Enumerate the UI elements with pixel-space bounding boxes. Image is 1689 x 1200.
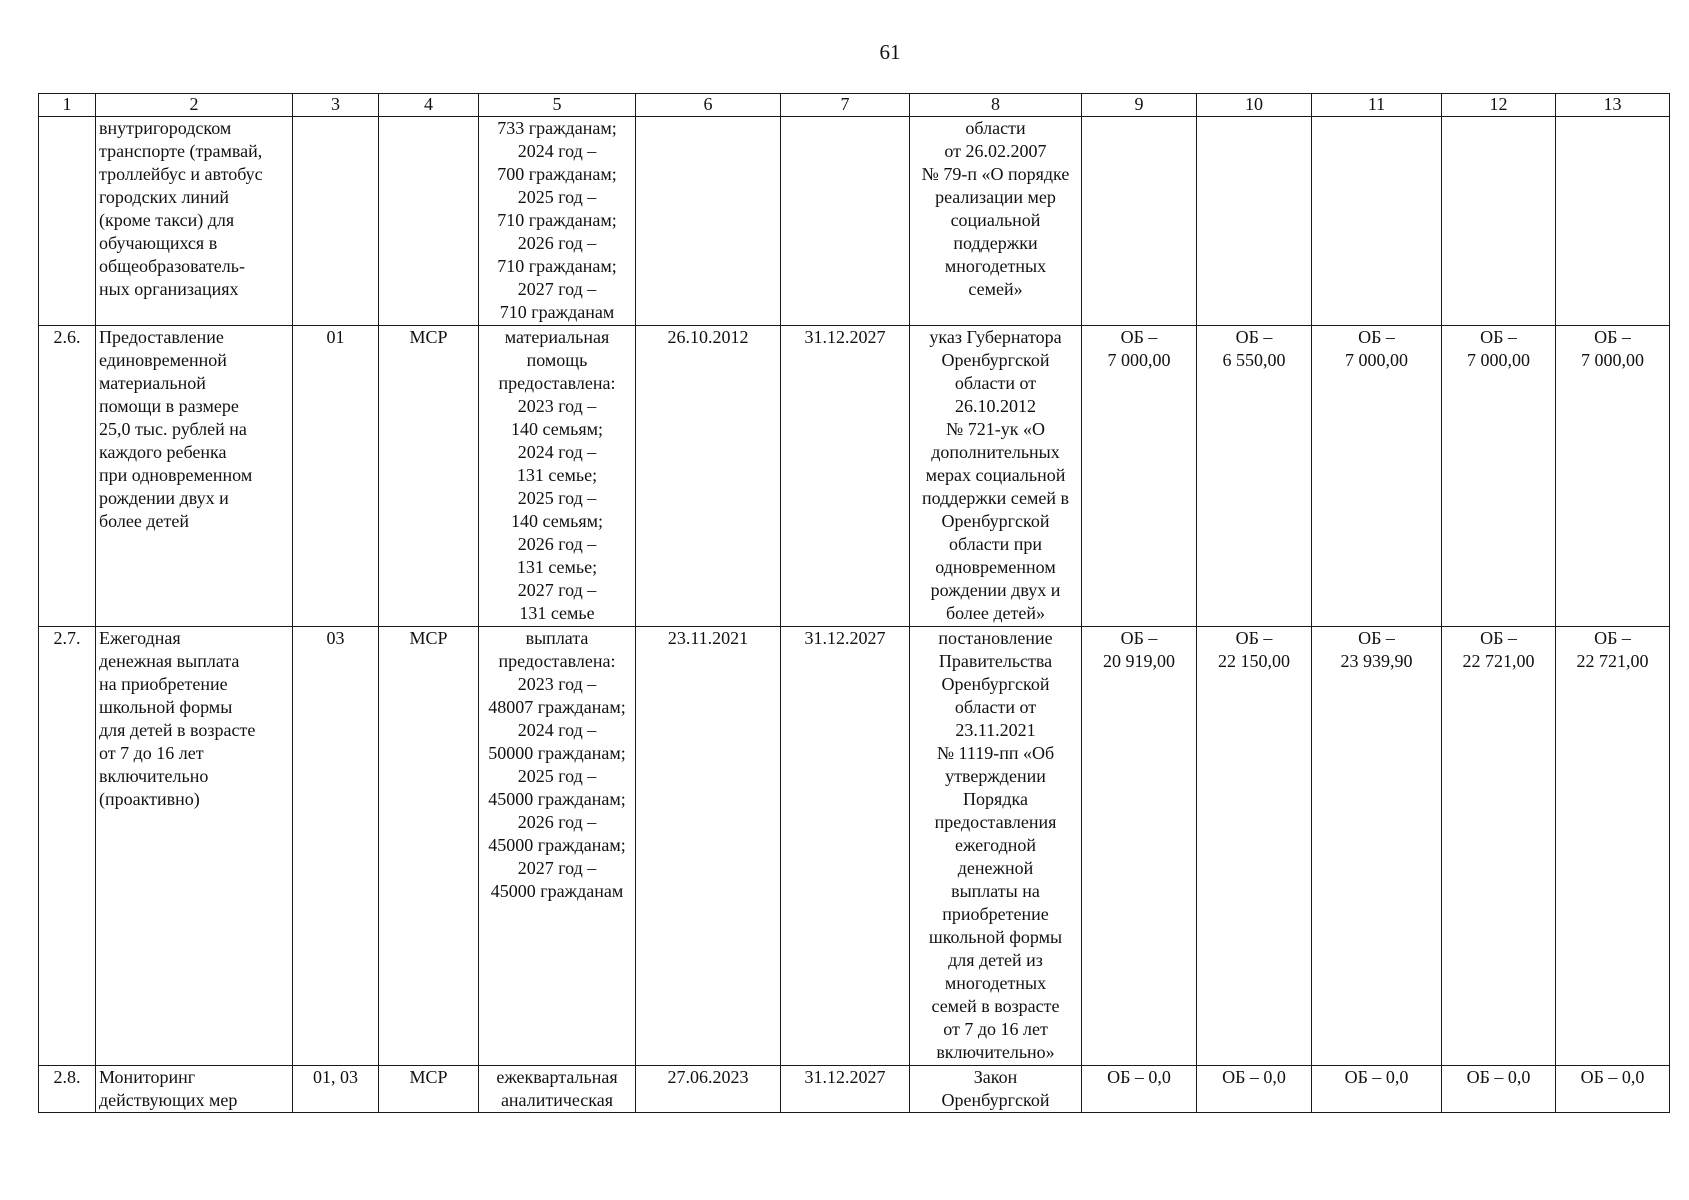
- cell-text-line: 710 гражданам;: [497, 210, 617, 230]
- cell-start-date: 26.10.2012: [636, 326, 781, 627]
- cell-text-line: выплаты на: [951, 881, 1040, 901]
- cell-name: [96, 326, 293, 627]
- cell-executor: МСР: [379, 627, 479, 1066]
- cell-text-line: от 26.02.2007: [944, 141, 1047, 161]
- cell-text-line: ОБ –: [1120, 628, 1158, 648]
- cell-name: [96, 1066, 293, 1113]
- cell-text-line: 6 550,00: [1222, 350, 1286, 370]
- cell-text-line: 45000 гражданам: [490, 881, 624, 901]
- cell-text-line: социальной: [950, 210, 1041, 230]
- cell-text-line: от 7 до 16 лет: [99, 743, 204, 763]
- cell-text-line: на приобретение: [99, 674, 228, 694]
- table-row: [39, 117, 1670, 326]
- cell-code: 01: [293, 326, 379, 627]
- cell-text-line: Правительства: [938, 651, 1053, 671]
- cell-finance-13: [1556, 326, 1670, 627]
- cell-text-line: включительно»: [936, 1042, 1055, 1062]
- cell-text-line: единовременной: [99, 350, 227, 370]
- cell-text-line: 2027 год –: [517, 580, 597, 600]
- cell-text-line: 20 919,00: [1103, 651, 1175, 671]
- cell-text-line: ОБ – 0,0: [1466, 1067, 1531, 1087]
- cell-text-line: включительно: [99, 766, 209, 786]
- column-header: 12: [1442, 94, 1556, 117]
- cell-text-line: 22 150,00: [1218, 651, 1290, 671]
- cell-text-line: 2026 год –: [517, 534, 597, 554]
- cell-text-line: 140 семьям;: [511, 419, 603, 439]
- cell-finance-12: [1442, 1066, 1556, 1113]
- cell-text-line: постановление: [938, 628, 1053, 648]
- column-header: 2: [96, 94, 293, 117]
- cell-code: [293, 117, 379, 326]
- cell-text-line: аналитическая: [500, 1090, 614, 1110]
- cell-text-line: указ Губернатора: [929, 327, 1062, 347]
- cell-text-line: ОБ –: [1480, 327, 1517, 347]
- cell-text-line: действующих мер: [99, 1090, 238, 1110]
- cell-text-line: 2024 год –: [517, 442, 597, 462]
- cell-text-line: Оренбургской: [941, 350, 1050, 370]
- cell-text-line: 2025 год –: [517, 488, 597, 508]
- cell-text-line: для детей из: [948, 950, 1043, 970]
- cell-text-line: ОБ –: [1594, 327, 1631, 347]
- cell-text-line: 2027 год –: [517, 858, 597, 878]
- cell-finance-12: [1442, 117, 1556, 326]
- cell-text-line: Порядка: [963, 789, 1028, 809]
- cell-text-line: Оренбургской: [941, 1090, 1050, 1110]
- cell-text-line: более детей»: [945, 603, 1046, 623]
- cell-text-line: № 1119-пп «Об: [936, 743, 1055, 763]
- cell-text-line: рождении двух и: [99, 488, 229, 508]
- table-row: [39, 1066, 1670, 1113]
- cell-indicator: [479, 117, 636, 326]
- cell-text-line: денежной: [957, 858, 1034, 878]
- cell-text-line: многодетных: [944, 256, 1047, 276]
- cell-text-line: поддержки: [953, 233, 1038, 253]
- cell-text-line: дополнительных: [931, 442, 1060, 462]
- cell-end-date: [781, 117, 910, 326]
- cell-text-line: 22 721,00: [1462, 651, 1535, 671]
- cell-text-line: материальной: [99, 373, 206, 393]
- cell-finance-12: [1442, 627, 1556, 1066]
- cell-indicator: [479, 627, 636, 1066]
- header-row: [39, 94, 1670, 117]
- cell-text-line: 22 721,00: [1576, 651, 1649, 671]
- cell-basis: [910, 326, 1082, 627]
- column-header: 5: [479, 94, 636, 117]
- cell-text-line: ОБ –: [1480, 628, 1517, 648]
- cell-text-line: 23 939,90: [1340, 651, 1413, 671]
- cell-name: [96, 117, 293, 326]
- cell-text-line: предоставлена:: [498, 373, 616, 393]
- cell-text-line: 26.10.2012: [955, 396, 1036, 416]
- cell-text-line: 2023 год –: [517, 396, 597, 416]
- cell-text-line: № 79-п «О порядке: [921, 164, 1070, 184]
- cell-executor: МСР: [379, 326, 479, 627]
- cell-text-line: 48007 гражданам;: [488, 697, 626, 717]
- column-header: 9: [1082, 94, 1197, 117]
- cell-end-date: 31.12.2027: [781, 326, 910, 627]
- cell-text-line: каждого ребенка: [99, 442, 227, 462]
- cell-num: 2.6.: [39, 326, 96, 627]
- cell-start-date: 23.11.2021: [636, 627, 781, 1066]
- cell-text-line: поддержки семей в: [922, 488, 1069, 508]
- cell-num: [39, 117, 96, 326]
- cell-text-line: 140 семьям;: [511, 511, 603, 531]
- column-header: 4: [379, 94, 479, 117]
- cell-text-line: ОБ – 0,0: [1222, 1067, 1286, 1087]
- cell-text-line: 131 семье: [519, 603, 595, 623]
- cell-text-line: помощь: [526, 350, 588, 370]
- cell-text-line: 131 семье;: [516, 557, 598, 577]
- cell-text-line: (проактивно): [99, 789, 200, 809]
- cell-finance-9: [1082, 1066, 1197, 1113]
- cell-start-date: [636, 117, 781, 326]
- cell-text-line: утверждении: [945, 766, 1046, 786]
- cell-text-line: 2024 год –: [517, 141, 597, 161]
- cell-text-line: Мониторинг: [99, 1067, 196, 1087]
- table-row: [39, 326, 1670, 627]
- cell-text-line: Ежегодная: [99, 628, 181, 648]
- cell-executor: [379, 117, 479, 326]
- cell-num: 2.8.: [39, 1066, 96, 1113]
- cell-text-line: денежная выплата: [99, 651, 240, 671]
- page-number: 61: [879, 40, 901, 64]
- cell-text-line: внутригородском: [99, 118, 232, 138]
- cell-text-line: 7 000,00: [1467, 350, 1530, 370]
- cell-text-line: ОБ –: [1358, 327, 1395, 347]
- cell-finance-11: [1312, 117, 1442, 326]
- cell-text-line: 710 гражданам;: [497, 256, 617, 276]
- cell-text-line: приобретение: [942, 904, 1049, 924]
- cell-text-line: одновременном: [935, 557, 1056, 577]
- cell-finance-11: [1312, 627, 1442, 1066]
- cell-indicator: [479, 326, 636, 627]
- cell-text-line: 7 000,00: [1107, 350, 1171, 370]
- cell-text-line: ОБ – 0,0: [1580, 1067, 1645, 1087]
- column-header: 1: [39, 94, 96, 117]
- cell-text-line: Оренбургской: [941, 674, 1050, 694]
- cell-finance-13: [1556, 1066, 1670, 1113]
- cell-text-line: 45000 гражданам;: [488, 789, 626, 809]
- cell-text-line: ОБ –: [1120, 327, 1158, 347]
- cell-finance-12: [1442, 326, 1556, 627]
- cell-text-line: области от: [954, 697, 1037, 717]
- cell-text-line: транспорте (трамвай,: [99, 141, 263, 161]
- cell-finance-9: [1082, 326, 1197, 627]
- cell-text-line: ОБ –: [1235, 327, 1273, 347]
- cell-indicator: [479, 1066, 636, 1113]
- cell-finance-11: [1312, 1066, 1442, 1113]
- cell-text-line: помощи в размере: [99, 396, 239, 416]
- cell-text-line: предоставлена:: [498, 651, 616, 671]
- cell-finance-10: [1197, 117, 1312, 326]
- measures-table: [38, 93, 1670, 1113]
- cell-finance-10: [1197, 326, 1312, 627]
- cell-text-line: Закон: [973, 1067, 1018, 1087]
- cell-text-line: 2023 год –: [517, 674, 597, 694]
- cell-text-line: 733 гражданам;: [497, 118, 617, 138]
- cell-text-line: области: [965, 118, 1026, 138]
- cell-finance-9: [1082, 117, 1197, 326]
- cell-text-line: городских линий: [99, 187, 229, 207]
- column-header: 10: [1197, 94, 1312, 117]
- cell-text-line: рождении двух и: [930, 580, 1061, 600]
- table-row: [39, 627, 1670, 1066]
- cell-text-line: ОБ –: [1235, 628, 1273, 648]
- cell-text-line: ОБ –: [1594, 628, 1631, 648]
- cell-text-line: ОБ – 0,0: [1344, 1067, 1409, 1087]
- cell-text-line: (кроме такси) для: [99, 210, 235, 230]
- column-header: 8: [910, 94, 1082, 117]
- cell-text-line: 25,0 тыс. рублей на: [99, 419, 247, 439]
- cell-text-line: троллейбус и автобус: [99, 164, 263, 184]
- cell-text-line: от 7 до 16 лет: [943, 1019, 1048, 1039]
- cell-text-line: более детей: [99, 511, 190, 531]
- cell-text-line: 131 семье;: [516, 465, 598, 485]
- cell-text-line: выплата: [525, 628, 589, 648]
- cell-name: [96, 627, 293, 1066]
- cell-text-line: ных организациях: [99, 279, 239, 299]
- cell-text-line: 45000 гражданам;: [488, 835, 626, 855]
- cell-text-line: реализации мер: [935, 187, 1056, 207]
- cell-text-line: 700 гражданам;: [497, 164, 617, 184]
- cell-end-date: 31.12.2027: [781, 627, 910, 1066]
- cell-finance-10: [1197, 627, 1312, 1066]
- cell-text-line: обучающихся в: [99, 233, 218, 253]
- cell-text-line: Оренбургской: [941, 511, 1050, 531]
- cell-finance-9: [1082, 627, 1197, 1066]
- cell-text-line: 2026 год –: [517, 812, 597, 832]
- cell-text-line: области при: [949, 534, 1042, 554]
- column-header: 3: [293, 94, 379, 117]
- cell-text-line: общеобразователь-: [99, 256, 245, 276]
- cell-text-line: 2024 год –: [517, 720, 597, 740]
- cell-text-line: ежеквартальная: [496, 1067, 618, 1087]
- column-header: 13: [1556, 94, 1670, 117]
- cell-text-line: семей в возрасте: [931, 996, 1060, 1016]
- cell-text-line: 23.11.2021: [955, 720, 1036, 740]
- column-header: 11: [1312, 94, 1442, 117]
- column-header: 6: [636, 94, 781, 117]
- cell-text-line: материальная: [504, 327, 610, 347]
- cell-text-line: школьной формы: [99, 697, 233, 717]
- cell-text-line: предоставления: [934, 812, 1057, 832]
- cell-num: 2.7.: [39, 627, 96, 1066]
- cell-text-line: 2026 год –: [517, 233, 597, 253]
- cell-text-line: ежегодной: [954, 835, 1037, 855]
- cell-text-line: ОБ – 0,0: [1107, 1067, 1171, 1087]
- cell-text-line: 50000 гражданам;: [488, 743, 626, 763]
- column-header: 7: [781, 94, 910, 117]
- cell-code: 01, 03: [293, 1066, 379, 1113]
- cell-text-line: при одновременном: [99, 465, 253, 485]
- cell-basis: [910, 117, 1082, 326]
- cell-finance-13: [1556, 117, 1670, 326]
- cell-text-line: 2025 год –: [517, 766, 597, 786]
- cell-text-line: 7 000,00: [1581, 350, 1644, 370]
- cell-basis: [910, 627, 1082, 1066]
- cell-text-line: № 721-ук «О: [946, 419, 1045, 439]
- cell-start-date: 27.06.2023: [636, 1066, 781, 1113]
- cell-code: 03: [293, 627, 379, 1066]
- cell-text-line: 710 гражданам: [499, 302, 615, 322]
- cell-finance-11: [1312, 326, 1442, 627]
- cell-text-line: области от: [954, 373, 1037, 393]
- cell-text-line: 7 000,00: [1345, 350, 1408, 370]
- cell-finance-13: [1556, 627, 1670, 1066]
- cell-executor: МСР: [379, 1066, 479, 1113]
- cell-text-line: семей»: [968, 279, 1023, 299]
- cell-text-line: 2027 год –: [517, 279, 597, 299]
- cell-text-line: многодетных: [944, 973, 1047, 993]
- cell-text-line: школьной формы: [928, 927, 1063, 947]
- cell-text-line: Предоставление: [99, 327, 224, 347]
- cell-end-date: 31.12.2027: [781, 1066, 910, 1113]
- cell-text-line: 2025 год –: [517, 187, 597, 207]
- cell-basis: [910, 1066, 1082, 1113]
- cell-text-line: ОБ –: [1358, 628, 1395, 648]
- cell-finance-10: [1197, 1066, 1312, 1113]
- cell-text-line: для детей в возрасте: [99, 720, 256, 740]
- cell-text-line: мерах социальной: [925, 465, 1066, 485]
